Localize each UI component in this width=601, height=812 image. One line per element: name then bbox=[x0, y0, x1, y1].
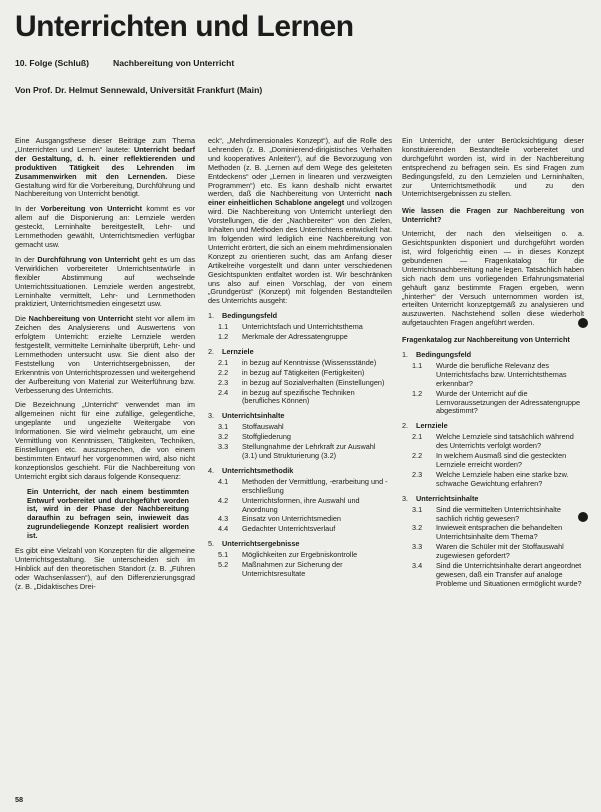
text-run: In der bbox=[15, 254, 38, 264]
catalog-title: Fragenkatalog zur Nachbereitung von Unterricht bbox=[402, 335, 570, 345]
text-run: eck“, „Mehrdimensionales Konzept“), auf die Rolle des Lehrenden (z. B. „Dominierend-dirigistisches Verhalten und kooperatives Anleiten“), auf die Bevorzugung von Methoden (z. B. „Lernen auf dem Wege des geleiteten Entdeckens“ oder „Lernen in linearen und verzweigten Programmen“) etc. Es kann deshalb nicht erwartet werden, daß die Nachbereitung von Unterricht bbox=[208, 136, 392, 199]
item-text: Wurde der Unterricht auf die Lernvoraussetzungen der Adressatengruppe abgestimmt? bbox=[436, 388, 581, 416]
paragraph bbox=[15, 256, 195, 309]
margin-mark bbox=[578, 512, 588, 522]
section-number: 1. bbox=[208, 311, 215, 321]
section-number: 3. bbox=[402, 493, 409, 503]
item-number: 3.2 bbox=[218, 432, 229, 442]
text-column-1 bbox=[15, 137, 195, 598]
section-heading bbox=[208, 540, 392, 549]
item-number: 3.3 bbox=[412, 542, 423, 552]
section-heading: Wie lassen die Fragen zur Nachbereitung von Unterricht? bbox=[402, 206, 584, 225]
item-number: 3.1 bbox=[412, 504, 423, 514]
item-number: 3.4 bbox=[412, 561, 423, 571]
article-title: Unterrichten und Lernen bbox=[15, 10, 354, 43]
text-column-3 bbox=[402, 137, 584, 590]
margin-mark bbox=[578, 318, 588, 328]
author-line: Von Prof. Dr. Helmut Sennewald, Universität Frankfurt (Main) bbox=[15, 85, 263, 95]
paragraph: Es gibt eine Vielzahl von Konzepten für die allgemeine Unterrichtsgestaltung. Sie unterscheiden sich im Hinblick auf den theoretischen Standort (z. B. „Führen oder Wachsenlassen“), auf den Differenzierungsgrad (z. B. „Didaktisches Drei- bbox=[15, 546, 195, 591]
list-item bbox=[208, 561, 392, 579]
section-heading bbox=[208, 348, 392, 357]
list-item bbox=[402, 433, 584, 451]
list-item bbox=[402, 362, 584, 389]
item-number: 4.1 bbox=[218, 476, 229, 486]
paragraph bbox=[15, 315, 195, 395]
item-text: Waren die Schüler mit der Stoffauswahl zugewiesen gefordert? bbox=[436, 542, 564, 561]
paragraph bbox=[15, 205, 195, 250]
item-number: 5.2 bbox=[218, 560, 229, 570]
paragraph bbox=[15, 401, 195, 481]
text-run: kommt es vor allem auf die Disponierung an: Lernziele werden gesteckt, Lerninhalte bereitgestellt, Lehr- und Lernmethoden gewählt, Unterrichtsmedien verfügbar gemacht usw. bbox=[15, 204, 195, 249]
list-item bbox=[208, 497, 392, 515]
list-item bbox=[208, 389, 392, 407]
list-item bbox=[208, 359, 392, 368]
item-number: 2.3 bbox=[412, 469, 423, 479]
text-column-2 bbox=[208, 137, 392, 580]
text-run: Die Bezeichnung „Unterricht“ verwendet man im allgemeinen nicht für eine zufällige, gelegentliche, ungeplante und ungezielte Weitergabe von Informationen. Sie wird vielmehr gebraucht, um eine Vermittlung von Kenntnissen, Tätigkeiten, Techniken, Einstellungen etc. auszusprechen, die von einem bestimmten Entwurf her vorgenommen wird, also nicht konzeptionslos geschieht. Für die Nachbereitung von Unterricht ergibt sich daraus folgende Konsequenz: bbox=[15, 400, 195, 481]
item-text: Stoffauswahl bbox=[242, 422, 284, 432]
list-item bbox=[208, 443, 392, 461]
paragraph: Unterricht, der nach den vielseitigen o. a. Gesichtspunkten disponiert und durchgeführt worden ist, wird folgerichtig einen — in dieses Konzept gebundenen — Fragenkatalog für die Unterrichtsnachbereitung nahe legen. Tatsächlich haben sich nach dem uns vorliegenden Erfahrungsmaterial gehäuft ganz bestimmte Fragen ergeben, wenn „hinterher“ der Versuch unternommen worden ist, erteilten Unterricht konzeptgemäß zu analysieren und auszuwerten. Nachstehend sollen diese wiederholt aufgetauchten Fragen angeführt werden. bbox=[402, 229, 585, 328]
item-text: Merkmale der Adressatengruppe bbox=[242, 332, 348, 342]
section-heading bbox=[208, 467, 392, 476]
bold-text: Nachbereitung von Unterricht bbox=[28, 314, 134, 324]
item-text: Unterrichtsfach und Unterrichtsthema bbox=[242, 322, 363, 332]
list-item bbox=[402, 390, 584, 417]
list-item bbox=[208, 551, 392, 560]
list-item bbox=[208, 379, 392, 388]
section-title: Lernziele bbox=[222, 346, 254, 356]
item-number: 2.2 bbox=[218, 367, 229, 377]
text-run: und vollzogen wird. Die Nachbereitung von Unterricht unterliegt den Vorstellungen, die der „Nachbereiter“ von den Zielen, Inhalten und Methoden des Unterrichtens entwickelt hat. Im folgenden wird lediglich eine Nachbereitung von Unterricht erörtert, die sich an einem mehrdimensionalen Konzept zu orientieren sucht, das am Anfang dieser Artikelreihe vorgestellt und dann unter verschiedenen Gesichtspunkten entfaltet worden ist. Wir beschränken uns also auf einen Vorschlag, der von einem „Grundgerüst“ (Konzept) mit folgenden Bestandteilen des Unterrichts ausgeht: bbox=[208, 198, 392, 306]
paragraph: Ein Unterricht, der unter Berücksichtigung dieser konstituierenden Bestandteile vorbereitet und durchgeführt worden ist, wird in der Nachbereitung entsprechend zu befragen sein. Es sind Fragen zum Bedingungsfeld, zu den Lernzielen und Lerninhalten, zur Unterrichtsmethodik und zu den Unterrichtsergebnissen zu stellen. bbox=[402, 136, 584, 199]
list-item bbox=[402, 471, 584, 489]
item-number: 5.1 bbox=[218, 550, 229, 560]
section-title: Bedingungsfeld bbox=[222, 311, 278, 321]
paragraph bbox=[208, 137, 392, 306]
section-title: Unterrichtsinhalte bbox=[416, 493, 479, 503]
item-text: Wurde die berufliche Relevanz des Unterrichtsfachs bzw. Unterrichtsthemas erkennbar? bbox=[436, 360, 567, 388]
item-text: Möglichkeiten zur Ergebniskontrolle bbox=[242, 550, 358, 560]
subtitle-row bbox=[15, 58, 585, 68]
item-text: Stellungnahme der Lehrkraft zur Auswahl (3.1) und Strukturierung (3.2) bbox=[242, 442, 376, 460]
section-heading bbox=[208, 312, 392, 321]
item-number: 2.1 bbox=[218, 357, 229, 367]
section-title: Unterrichtsergebnisse bbox=[222, 539, 300, 549]
item-text: Inwieweit entsprachen die behandelten Unterrichtsinhalte dem Thema? bbox=[436, 523, 563, 542]
section-heading bbox=[208, 412, 392, 421]
series-label: 10. Folge (Schluß) bbox=[15, 58, 90, 68]
item-number: 1.1 bbox=[412, 360, 423, 370]
bold-text: Durchführung von Unterricht bbox=[37, 254, 140, 264]
list-item bbox=[208, 478, 392, 496]
list-item bbox=[208, 515, 392, 524]
section-number: 2. bbox=[402, 421, 409, 431]
item-text: Methoden der Vermittlung, -erarbeitung und -erschließung bbox=[242, 476, 388, 495]
list-item bbox=[402, 543, 584, 561]
item-text: Maßnahmen zur Sicherung der Unterrichtsresultate bbox=[242, 560, 343, 578]
item-number: 4.4 bbox=[218, 524, 229, 534]
item-text: Welche Lernziele sind tatsächlich während des Unterrichts verfolgt worden? bbox=[436, 432, 574, 451]
page-number: 58 bbox=[15, 795, 24, 804]
list-item bbox=[208, 369, 392, 378]
text-run: Eine Ausgangsthese dieser Beiträge zum Thema „Unterrichten und Lernen“ lautete: bbox=[15, 136, 195, 154]
item-text: in bezug auf Kenntnisse (Wissensstände) bbox=[242, 357, 377, 367]
item-number: 2.3 bbox=[218, 377, 229, 387]
bold-text: Vorbereitung von Unterricht bbox=[40, 204, 143, 214]
item-number: 1.2 bbox=[218, 332, 229, 342]
item-text: Stoffgliederung bbox=[242, 432, 291, 442]
section-number: 2. bbox=[208, 346, 215, 356]
item-number: 2.4 bbox=[218, 387, 229, 397]
item-number: 1.1 bbox=[218, 322, 229, 332]
item-number: 4.2 bbox=[218, 495, 229, 505]
list-item bbox=[402, 524, 584, 542]
item-text: Einsatz von Unterrichtsmedien bbox=[242, 514, 341, 524]
section-title: Unterrichtsmethodik bbox=[222, 465, 294, 475]
section-title: Unterrichtsinhalte bbox=[222, 411, 285, 421]
section-heading bbox=[402, 422, 584, 431]
item-text: Sind die vermittelten Unterrichtsinhalte sachlich richtig gewesen? bbox=[436, 504, 561, 523]
item-text: Sind die Unterrichtsinhalte derart angeordnet gewesen, daß ein Transfer auf analoge Probleme und Situationen ermöglicht wurde? bbox=[436, 561, 582, 588]
paragraph bbox=[15, 137, 195, 199]
list-item bbox=[402, 452, 584, 470]
bold-text: Unterricht bedarf der Gestaltung, d. h. einer reflektierenden und produktiven Tätigkeit des Lehrenden im Zusammenwirken mit den Lernenden. bbox=[15, 144, 195, 181]
section-number: 4. bbox=[208, 465, 215, 475]
list-item bbox=[402, 562, 584, 589]
text-run: Die bbox=[15, 314, 29, 324]
item-number: 4.3 bbox=[218, 514, 229, 524]
section-number: 3. bbox=[208, 411, 215, 421]
text-run: Diese Gestaltung wird für die Vorbereitung, Durchführung und Nachbereitung von Unterricht benötigt. bbox=[15, 171, 196, 199]
item-text: Gedachter Unterrichtsverlauf bbox=[242, 524, 336, 534]
section-title: Lernziele bbox=[416, 421, 448, 431]
list-item bbox=[208, 525, 392, 534]
item-number: 1.2 bbox=[412, 388, 423, 398]
item-text: in bezug auf Sozialverhalten (Einstellungen) bbox=[242, 377, 385, 387]
section-title: Bedingungsfeld bbox=[416, 350, 472, 360]
section-number: 5. bbox=[208, 539, 215, 549]
list-item bbox=[208, 333, 392, 342]
text-run: steht vor allem im Zeichen des Analysierens und Auswertens von erfolgtem Unterricht: erzielte Lernziele werden festgestellt, vermittelte Lerninhalte überprüft, Lehr- und Lernmethoden untersucht usw. Sie dient also der Feststellung von Unterrichtsergebnissen, der Erkenntnis von Unterrichtsprozessen und weitergehend der Aufbereitung von Material zur Weiterführung bzw. Verbesserung des Unterrichts. bbox=[15, 314, 195, 395]
list-item bbox=[402, 506, 584, 524]
bold-text: nach einer einheitlichen Schablone angelegt bbox=[208, 189, 392, 208]
emphasized-paragraph: Ein Unterricht, der nach einem bestimmten Entwurf vorbereitet und durchgeführt worden ist, wird in der Phase der Nachbereitung daraufhin zu befragen sein, inwieweit das zugrundeliegende Konzept realisiert worden ist. bbox=[27, 486, 189, 541]
list-item bbox=[208, 423, 392, 432]
item-number: 3.1 bbox=[218, 422, 229, 432]
section-heading bbox=[402, 495, 584, 504]
list-item bbox=[208, 433, 392, 442]
text-run: In der bbox=[15, 204, 41, 214]
topic-label: Nachbereitung von Unterricht bbox=[113, 58, 235, 68]
item-number: 2.2 bbox=[412, 451, 423, 461]
item-text: in bezug auf spezifische Techniken (berufliches Können) bbox=[242, 387, 355, 406]
item-text: Welche Lernziele haben eine starke bzw. schwache Gewichtung erfahren? bbox=[436, 469, 569, 488]
item-text: in bezug auf Tätigkeiten (Fertigkeiten) bbox=[242, 367, 365, 377]
item-text: In welchem Ausmaß sind die gesteckten Lernziele erreicht worden? bbox=[436, 451, 567, 469]
item-number: 2.1 bbox=[412, 432, 423, 442]
item-number: 3.2 bbox=[412, 523, 423, 533]
section-heading bbox=[402, 351, 584, 360]
item-number: 3.3 bbox=[218, 442, 229, 452]
text-run: geht es um das Verwirklichen vorbereiteter Unterrichtsentwürfe in flexibler Abstimmung auf wechselnde Unterrichtssituationen. Lernziele werden angestrebt, Lerninhalte vermittelt, Lehr- und Lernmethoden praktiziert, Unterrichtsmedien eingesetzt usw. bbox=[15, 254, 195, 309]
item-text: Unterrichtsformen, ihre Auswahl und Anordnung bbox=[242, 495, 360, 514]
section-number: 1. bbox=[402, 350, 409, 360]
list-item bbox=[208, 323, 392, 332]
